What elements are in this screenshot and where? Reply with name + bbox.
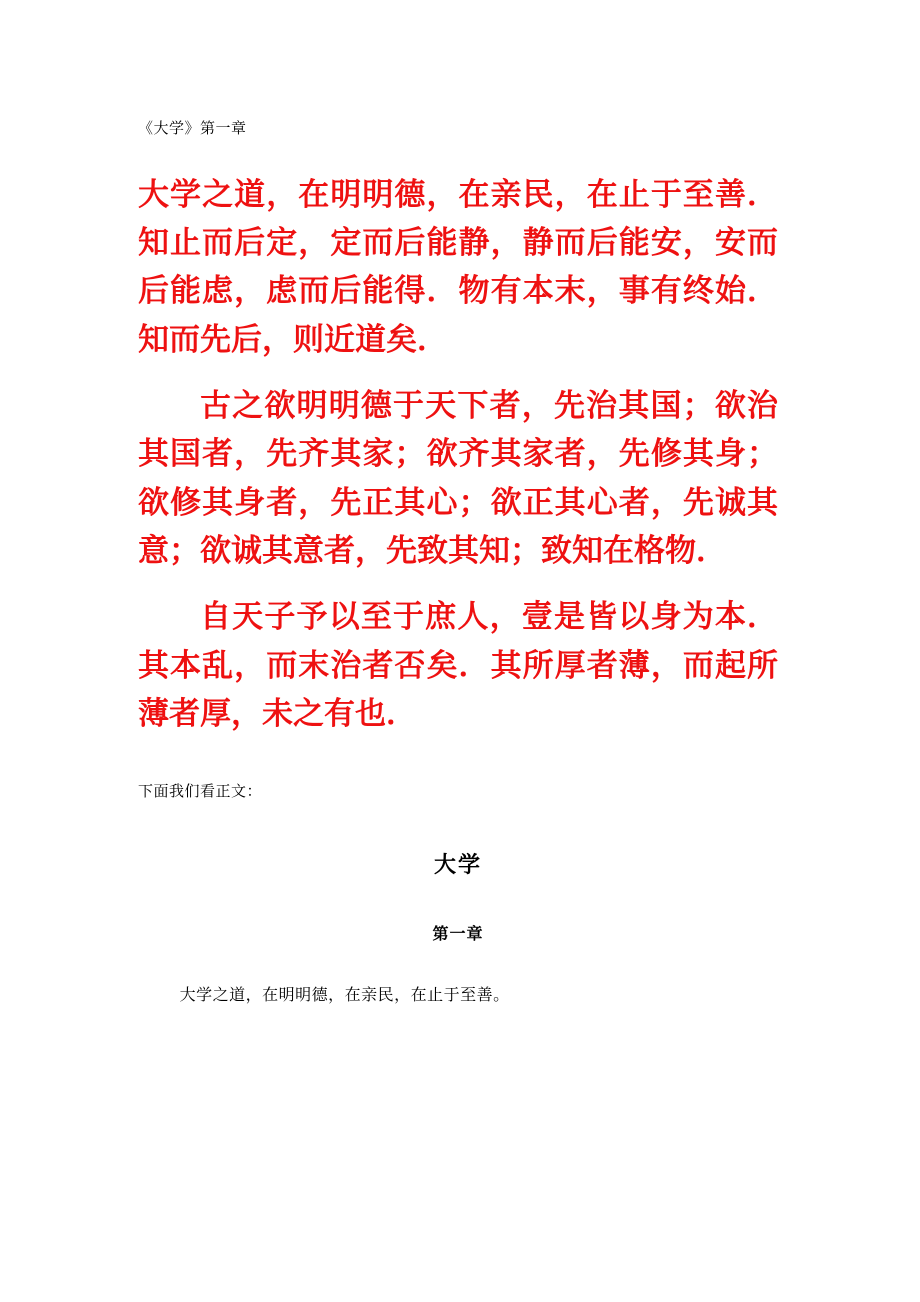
red-paragraph-2: 古之欲明明德于天下者，先治其国；欲治其国者，先齐其家；欲齐其家者，先修其身；欲修其身者，先正其心；欲正其心者，先诚其意；欲诚其意者，先致其知；致知在格物．: [138, 387, 778, 569]
main-title: 大学: [433, 852, 482, 878]
red-paragraph-1: 大学之道，在明明德，在亲民，在止于至善．知止而后定，定而后能静，静而后能安，安而后能虑，虑而后能得．物有本末，事有终始．知而先后，则近道矣．: [138, 176, 778, 357]
red-paragraph-3: 自天子予以至于庶人，壹是皆以身为本．其本乱，而末治者否矣．其所厚者薄，而起所薄者厚，未之有也．: [138, 599, 778, 732]
document-heading: 《大学》第一章: [138, 121, 247, 137]
chapter-subtitle: 第一章: [432, 926, 484, 944]
body-paragraph: 大学之道，在明明德，在亲民，在止于至善。: [179, 987, 510, 1005]
note-line: 下面我们看正文：: [138, 784, 263, 801]
document-content: [138, 118, 778, 1011]
